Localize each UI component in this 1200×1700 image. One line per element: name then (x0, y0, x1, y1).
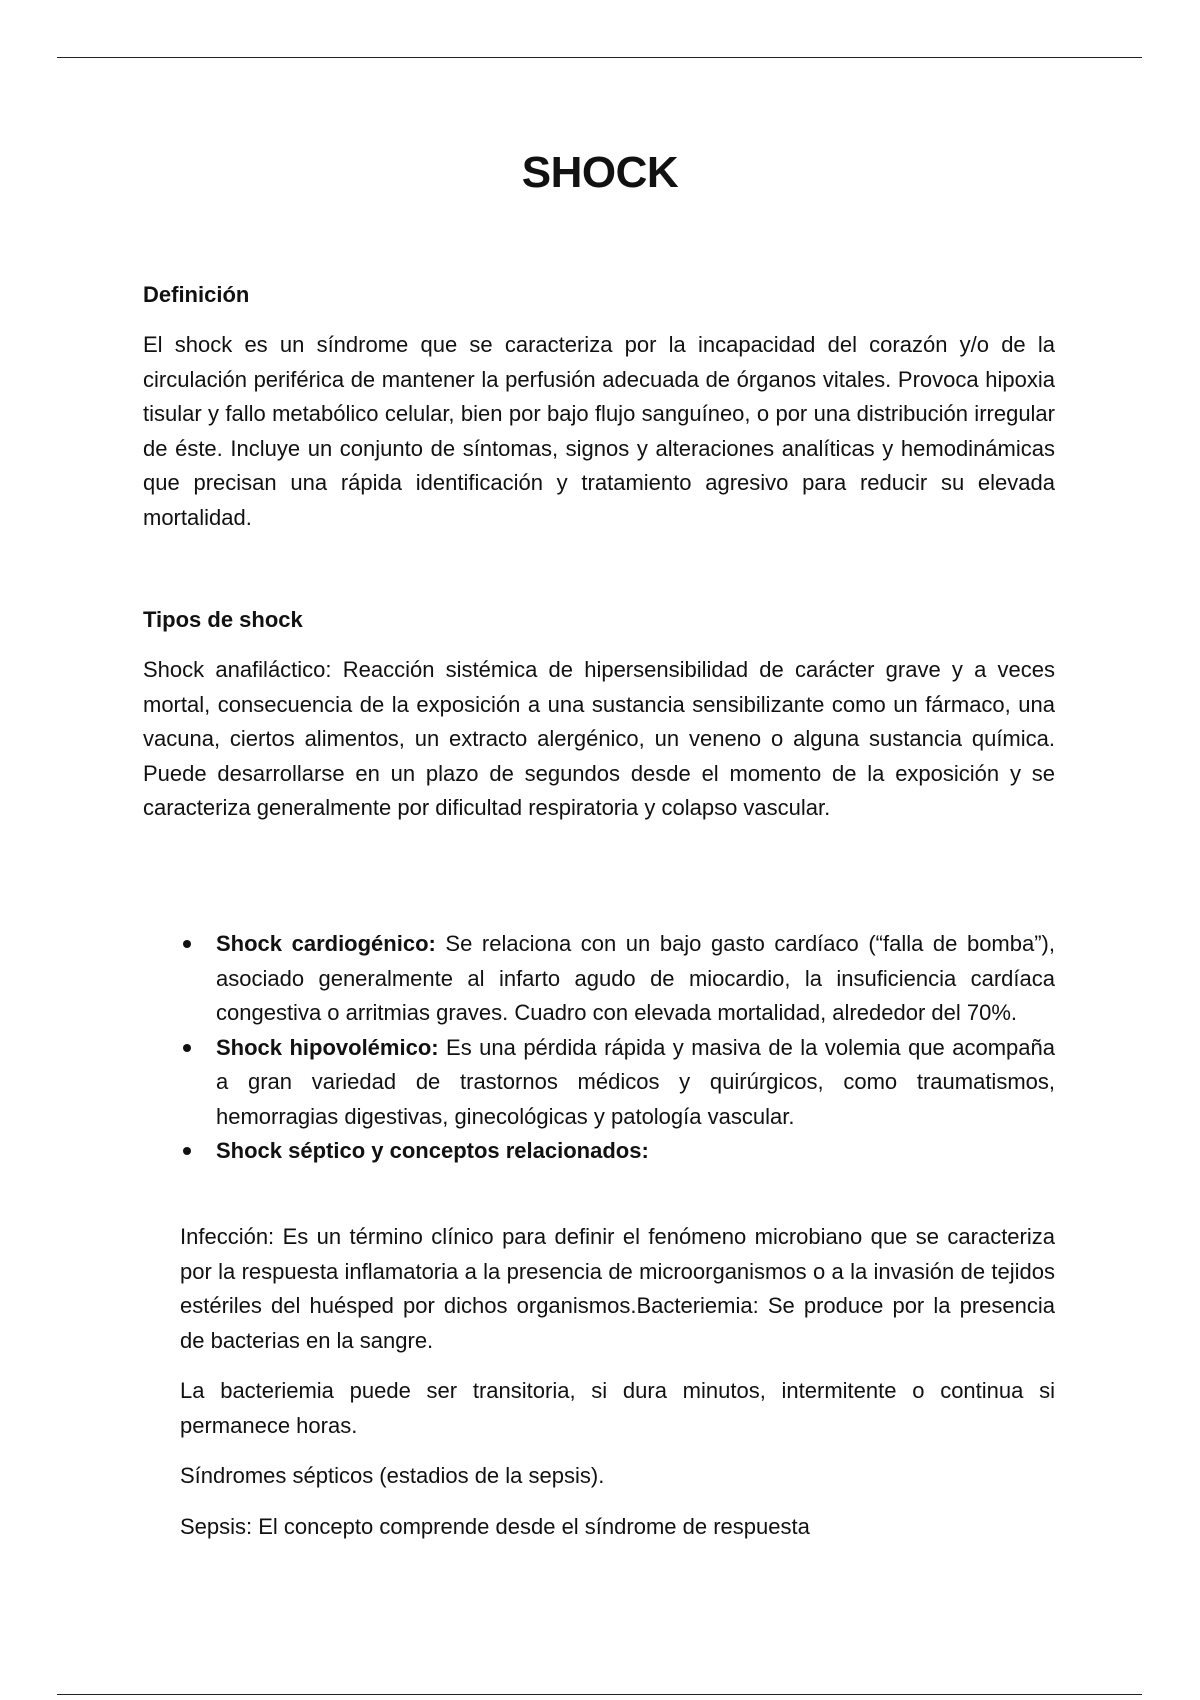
bullet-icon (183, 1044, 191, 1052)
shock-types-list (180, 927, 1055, 1169)
bullet-icon (183, 940, 191, 948)
bottom-divider (57, 1694, 1142, 1695)
document-title: SHOCK (521, 148, 679, 197)
list-item-cardiogenic (180, 927, 1055, 1031)
bullet-icon (183, 1147, 191, 1155)
definition-heading: Definición (143, 282, 250, 307)
top-divider (57, 57, 1142, 58)
hypovolemic-label: Shock hipovolémico: (216, 1034, 439, 1060)
septic-label: Shock séptico y conceptos relacionados: (216, 1138, 649, 1163)
types-heading: Tipos de shock (143, 607, 303, 632)
infection-paragraph: Infección: Es un término clínico para definir el fenómeno microbiano que se caracteriza por la respuesta inflamatoria a la presencia de microorganismos o a la invasión de tejidos estériles del huésped por dichos organismos.Bacteriemia: Se produce por la presencia de bacterias en la sangre. (180, 1224, 1055, 1353)
definition-paragraph: El shock es un síndrome que se caracteriza por la incapacidad del corazón y/o de la circulación periférica de mantener la perfusión adecuada de órganos vitales. Provoca hipoxia tisular y fallo metabólico celular, bien por bajo flujo sanguíneo, o por una distribución irregular de éste. Incluye un conjunto de síntomas, signos y alteraciones analíticas y hemodinámicas que precisan una rápida identificación y tratamiento agresivo para reducir su elevada mortalidad. (143, 332, 1055, 530)
list-item-hypovolemic (180, 1031, 1055, 1135)
sepsis-paragraph: Sepsis: El concepto comprende desde el síndrome de respuesta (180, 1514, 810, 1539)
list-item-septic (180, 1134, 1055, 1169)
cardiogenic-text: Se relaciona con un bajo gasto cardíaco (“falla de bomba”), asociado generalmente al infarto agudo de miocardio, la insuficiencia cardíaca congestiva o arritmias graves. Cuadro con elevada mortalidad, alrededor del 70%. (216, 931, 1055, 1025)
cardiogenic-label: Shock cardiogénico: (216, 931, 436, 956)
anaphylactic-paragraph: Shock anafiláctico: Reacción sistémica de hipersensibilidad de carácter grave y a veces mortal, consecuencia de la exposición a una sustancia sensibilizante como un fármaco, una vacuna, ciertos alimentos, un extracto alergénico, un veneno o alguna sustancia química. Puede desarrollarse en un plazo de segundos desde el momento de la exposición y se caracteriza generalmente por dificultad respiratoria y colapso vascular. (143, 657, 1055, 820)
hypovolemic-text: Es una pérdida rápida y masiva de la volemia que acompaña a gran variedad de trastornos médicos y quirúrgicos, como traumatismos, hemorragias digestivas, ginecológicas y patología vascular. (216, 1034, 1055, 1129)
septic-syndromes-paragraph: Síndromes sépticos (estadios de la sepsis). (180, 1463, 605, 1488)
bacteremia-paragraph: La bacteriemia puede ser transitoria, si dura minutos, intermitente o continua si permanece horas. (180, 1378, 1055, 1438)
